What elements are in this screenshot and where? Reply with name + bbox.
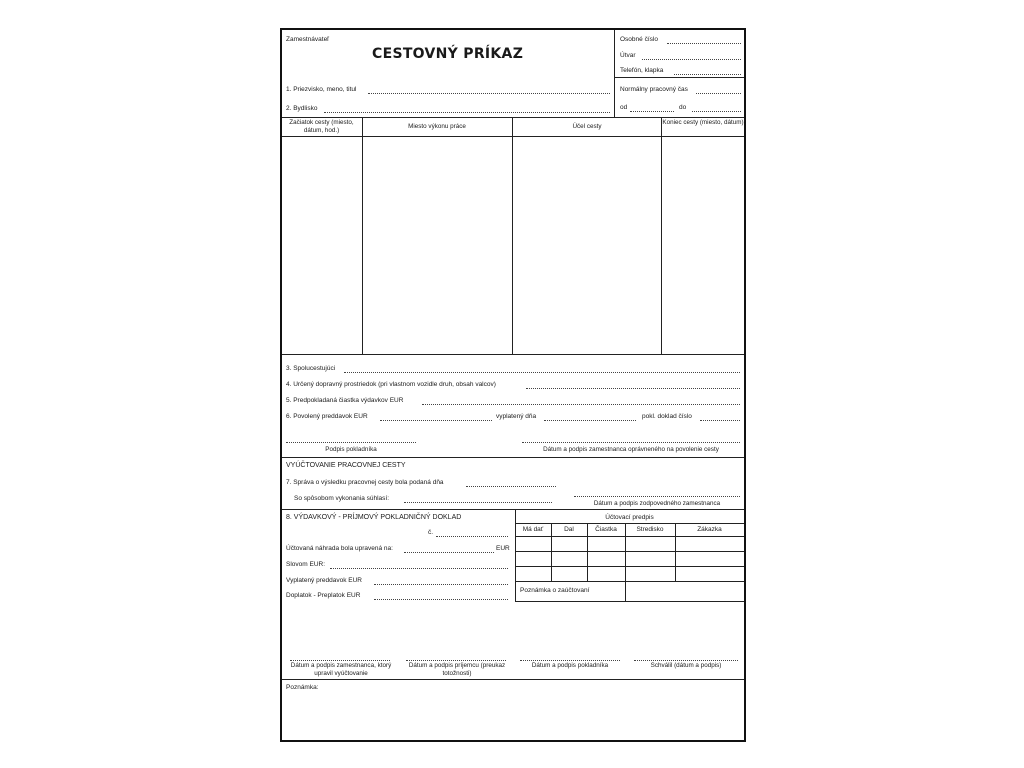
to-field[interactable] <box>692 105 741 112</box>
settlement-heading: VYÚČTOVANIE PRACOVNEJ CESTY <box>286 462 406 469</box>
approved-signature-field[interactable] <box>634 654 738 661</box>
acc-col-divider-3 <box>625 523 626 601</box>
method-label: So spôsobom vykonania súhlasí: <box>294 495 390 502</box>
working-time-field[interactable] <box>696 87 741 94</box>
paid-on-label: vyplatený dňa <box>496 413 537 420</box>
cashier-final-signature-field[interactable] <box>520 654 620 661</box>
employer-label: Zamestnávateľ <box>286 36 330 43</box>
report-date-field[interactable] <box>466 480 556 487</box>
accounting-bottom-line <box>515 601 744 602</box>
col-end-header: Koniec cesty (miesto, dátum) <box>662 119 744 126</box>
voucher-number-label: č. <box>428 529 434 536</box>
acc-row-line-4 <box>515 581 744 582</box>
approval-signature-field[interactable] <box>522 436 740 443</box>
acc-col-debit: Má dať <box>522 526 544 533</box>
travel-order-form <box>280 28 746 742</box>
to-label: do <box>679 104 687 111</box>
words-field[interactable] <box>330 562 508 569</box>
advance-label: 6. Povolený preddavok EUR <box>286 413 368 420</box>
header-divider <box>614 30 615 117</box>
responsible-signature-caption: Dátum a podpis zodpovedného zamestnanca <box>593 500 721 507</box>
header-bottom-line <box>282 117 744 118</box>
trip-col-divider-1 <box>362 117 363 354</box>
acc-col-center: Stredisko <box>636 526 664 533</box>
voucher-heading: 8. VÝDAVKOVÝ - PRÍJMOVÝ POKLADNIČNÝ DOKLAD <box>286 514 462 521</box>
method-field[interactable] <box>404 496 552 503</box>
transport-label: 4. Určený dopravný prostriedok (pri vlastnom vozidle druh, obsah valcov) <box>286 381 496 388</box>
fellow-travelers-label: 3. Spolucestujúci <box>286 365 336 372</box>
col-place-header: Miesto výkonu práce <box>408 123 466 130</box>
address-label: 2. Bydlisko <box>286 105 318 112</box>
acc-col-divider-4 <box>675 523 676 581</box>
trip-table-header-line <box>282 136 744 137</box>
name-label: 1. Priezvisko, meno, titul <box>286 86 357 93</box>
acc-col-divider-1 <box>551 523 552 581</box>
personal-number-label: Osobné číslo <box>620 36 658 43</box>
acc-row-line-3 <box>515 566 744 567</box>
expected-amount-label: 5. Predpokladaná čiastka výdavkov EUR <box>286 397 404 404</box>
adjusted-label: Účtovaná náhrada bola upravená na: <box>286 545 393 552</box>
from-field[interactable] <box>630 105 674 112</box>
col-start-header: Začiatok cesty (miesto, dátum, hod.) <box>289 119 354 134</box>
department-field[interactable] <box>642 53 741 60</box>
accounting-note-label: Poznámka o zaúčtovaní <box>520 587 590 594</box>
adjusted-eur-label: EUR <box>496 545 510 552</box>
voucher-number-field[interactable] <box>436 530 508 537</box>
signatures-bottom-line <box>282 679 744 680</box>
report-label: 7. Správa o výsledku pracovnej cesty bola podaná dňa <box>286 479 444 486</box>
department-label: Útvar <box>620 52 636 59</box>
phone-field[interactable] <box>674 68 741 75</box>
transport-field[interactable] <box>526 382 740 389</box>
responsible-signature-field[interactable] <box>574 490 740 497</box>
acc-col-order: Zákazka <box>697 526 722 533</box>
employee-signature-field[interactable] <box>290 654 390 661</box>
note-label: Poznámka: <box>286 684 319 691</box>
section3-bottom-line <box>282 457 744 458</box>
approval-signature-caption: Dátum a podpis zamestnanca oprávneného na povolenie cesty <box>543 446 719 453</box>
advance-field[interactable] <box>380 414 492 421</box>
cashier-final-signature-caption: Dátum a podpis pokladníka <box>531 662 609 669</box>
cash-doc-label: pokl. doklad číslo <box>642 413 692 420</box>
approved-signature-caption: Schválil (dátum a podpis) <box>650 662 722 669</box>
trip-col-divider-2 <box>512 117 513 354</box>
acc-col-credit: Dal <box>564 526 574 533</box>
recipient-signature-caption: Dátum a podpis príjemcu (preukaz totožnosti) <box>408 662 506 677</box>
from-label: od <box>620 104 628 111</box>
header-right-divider <box>614 77 744 78</box>
accounting-title-line <box>515 523 744 524</box>
acc-col-amount: Čiastka <box>595 526 617 533</box>
paid-advance-field[interactable] <box>374 578 508 585</box>
working-time-label: Normálny pracovný čas <box>620 86 688 93</box>
acc-col-divider-2 <box>587 523 588 581</box>
cashier-signature-caption: Podpis pokladníka <box>325 446 377 453</box>
trip-table-bottom-line <box>282 354 744 355</box>
acc-row-line-1 <box>515 536 744 537</box>
trip-col-divider-3 <box>661 117 662 354</box>
address-field[interactable] <box>324 106 610 113</box>
cashier-signature-field[interactable] <box>286 436 416 443</box>
recipient-signature-field[interactable] <box>406 654 506 661</box>
acc-row-line-2 <box>515 551 744 552</box>
balance-label: Doplatok - Preplatok EUR <box>286 592 361 599</box>
expected-amount-field[interactable] <box>422 398 740 405</box>
form-title: CESTOVNÝ PRÍKAZ <box>372 46 524 62</box>
personal-number-field[interactable] <box>667 37 741 44</box>
name-field[interactable] <box>368 87 610 94</box>
paid-on-field[interactable] <box>544 414 636 421</box>
cash-doc-field[interactable] <box>700 414 740 421</box>
balance-field[interactable] <box>374 593 508 600</box>
col-purpose-header: Účel cesty <box>572 123 602 130</box>
adjusted-field[interactable] <box>404 546 494 553</box>
fellow-travelers-field[interactable] <box>344 366 740 373</box>
employee-signature-caption: Dátum a podpis zamestnanca, ktorý upravil vyúčtovanie <box>290 662 392 677</box>
settlement-bottom-line <box>282 509 744 510</box>
words-label: Slovom EUR: <box>286 561 326 568</box>
accounting-title: Účtovací predpis <box>605 514 654 521</box>
phone-label: Telefón, klapka <box>620 67 664 74</box>
paid-advance-label: Vyplatený preddavok EUR <box>286 577 362 584</box>
